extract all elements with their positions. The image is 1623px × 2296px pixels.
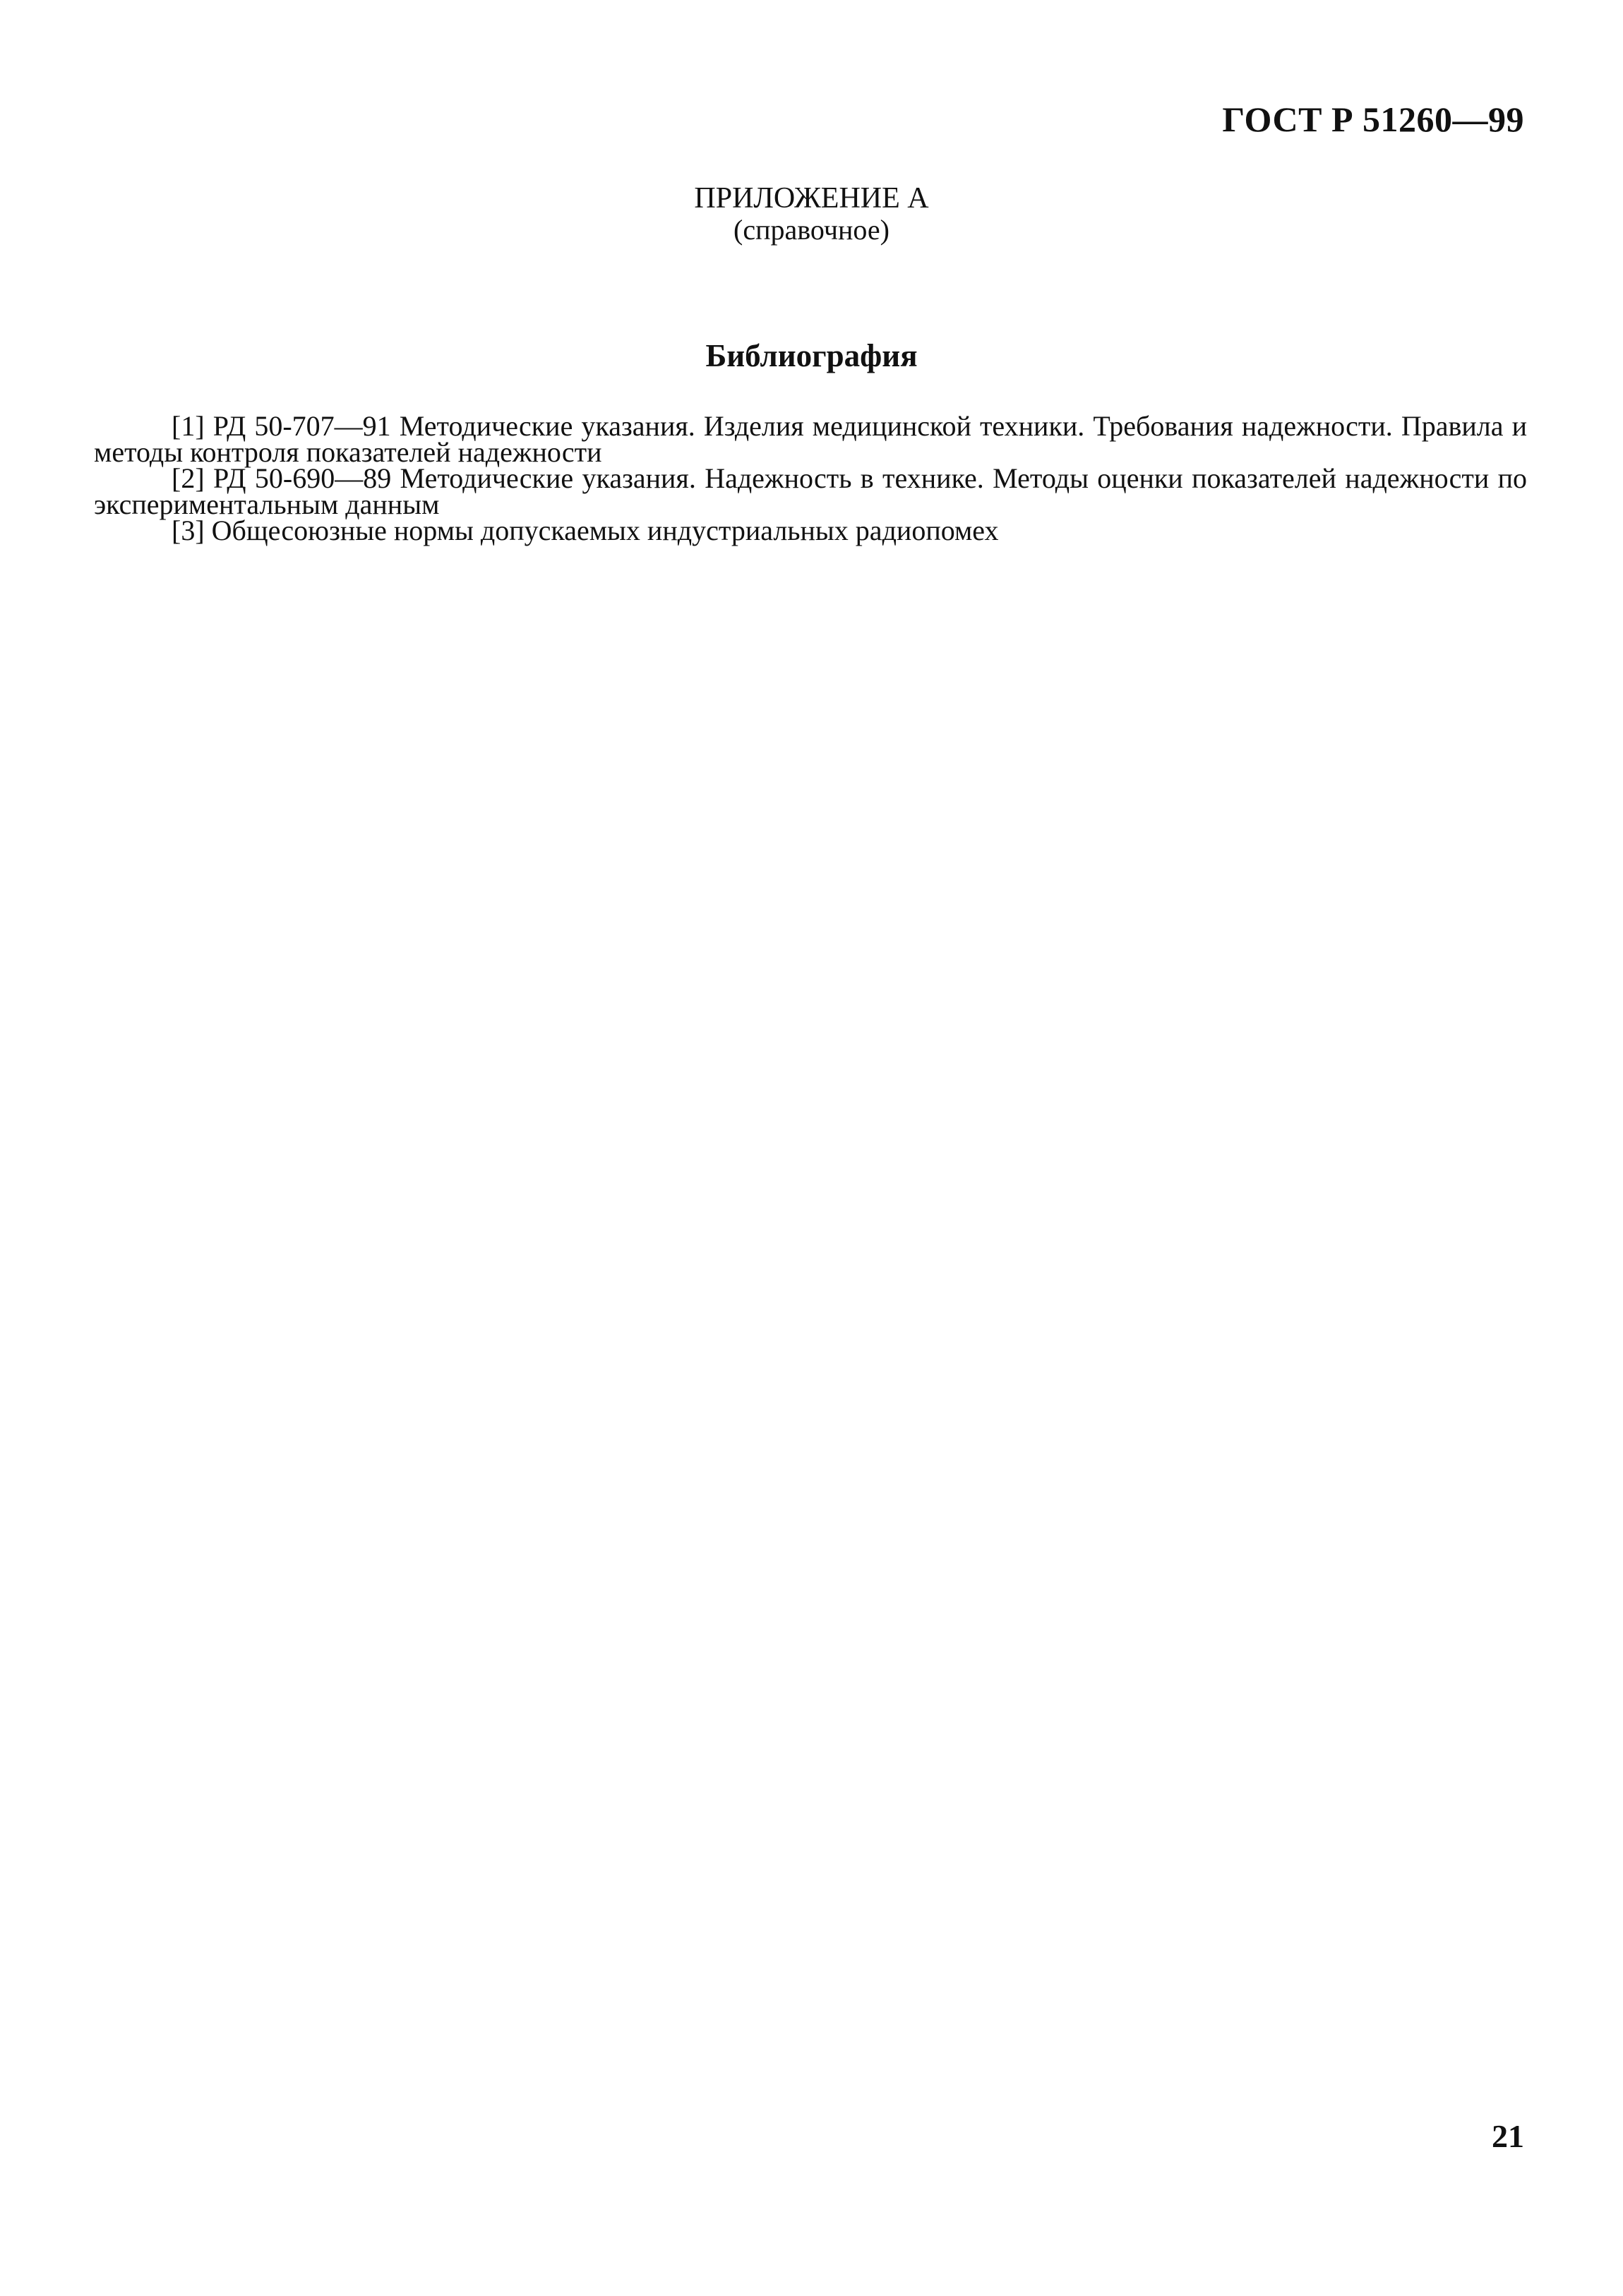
bibliography-entry — [94, 410, 1528, 468]
document-code-header: ГОСТ Р 51260—99 — [1222, 100, 1524, 139]
bibliography-entry-text: РД 50-707—91 Методические указания. Изделия медицинской техники. Требования надежности. Правила и методы контроля показателей надежности — [94, 410, 1528, 468]
bibliography-entry-text: РД 50-690—89 Методические указания. Надежность в технике. Методы оценки показателей надежности по экспериментальным данным — [94, 462, 1527, 520]
bibliography-entry-number: [3] — [172, 515, 205, 546]
appendix-heading — [0, 182, 1623, 246]
appendix-title: ПРИЛОЖЕНИЕ А — [694, 182, 929, 215]
bibliography-title: Библиография — [705, 338, 918, 373]
bibliography-entry-number: [1] — [172, 410, 205, 442]
bibliography-entry — [94, 462, 1527, 520]
appendix-note: (справочное) — [733, 214, 890, 246]
bibliography-entry-number: [2] — [172, 462, 205, 494]
bibliography-entry — [94, 515, 1527, 546]
bibliography-list — [94, 410, 1528, 546]
page-number: 21 — [1492, 2118, 1524, 2154]
bibliography-entry-text: Общесоюзные нормы допускаемых индустриальных радиопомех — [211, 515, 999, 546]
